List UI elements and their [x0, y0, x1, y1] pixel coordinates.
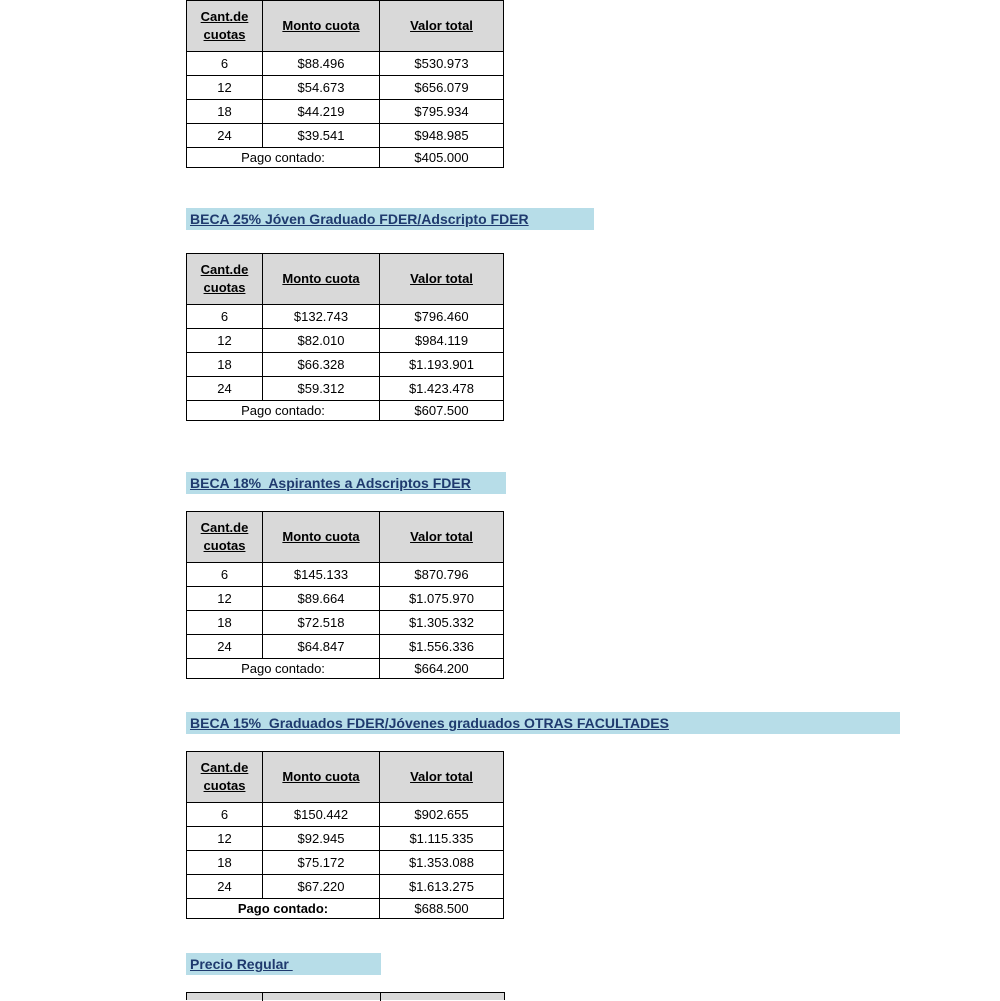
header-monto-cuota: Monto cuota	[263, 1, 380, 52]
table-row: 12 $82.010 $984.119	[187, 329, 504, 353]
header-valor-total: Valor total	[380, 752, 504, 803]
table-row: 24 $59.312 $1.423.478	[187, 377, 504, 401]
section-title-precio-regular: Precio Regular	[186, 953, 381, 975]
table-row: 12 $54.673 $656.079	[187, 76, 504, 100]
pago-contado-row	[187, 148, 504, 168]
pago-contado-row	[187, 401, 504, 421]
table-row: 18 $75.172 $1.353.088	[187, 851, 504, 875]
table-row: 24 $64.847 $1.556.336	[187, 635, 504, 659]
price-table-1	[186, 0, 504, 168]
table-row: 18 $72.518 $1.305.332	[187, 611, 504, 635]
pago-contado-label: Pago contado:	[187, 148, 380, 168]
pago-contado-row	[187, 899, 504, 919]
pago-contado-label: Pago contado:	[187, 659, 380, 679]
section-title-beca-25: BECA 25% Jóven Graduado FDER/Adscripto FDER	[186, 208, 594, 230]
table-header-row	[187, 752, 504, 803]
pago-contado-value: $664.200	[380, 659, 504, 679]
pago-contado-value: $405.000	[380, 148, 504, 168]
section-title-beca-15: BECA 15% Graduados FDER/Jóvenes graduados OTRAS FACULTADES	[186, 712, 900, 734]
table-row: 18 $44.219 $795.934	[187, 100, 504, 124]
table-row: 24 $39.541 $948.985	[187, 124, 504, 148]
header-monto-cuota: Monto cuota	[263, 512, 380, 563]
pago-contado-row	[187, 659, 504, 679]
price-table-4	[186, 751, 504, 919]
precio-regular-table-top	[186, 992, 505, 1000]
header-monto-cuota: Monto cuota	[263, 752, 380, 803]
table-row: 18 $66.328 $1.193.901	[187, 353, 504, 377]
header-monto-cuota: Monto cuota	[263, 254, 380, 305]
header-cant-cuotas: Cant.de cuotas	[187, 1, 263, 52]
header-valor-total: Valor total	[380, 1, 504, 52]
table-header-row	[187, 254, 504, 305]
pago-contado-label: Pago contado:	[187, 401, 380, 421]
header-valor-total: Valor total	[380, 512, 504, 563]
section-title-beca-18: BECA 18% Aspirantes a Adscriptos FDER	[186, 472, 506, 494]
header-valor-total: Valor total	[380, 254, 504, 305]
header-cant-cuotas: Cant.de cuotas	[187, 752, 263, 803]
table-row: 6 $145.133 $870.796	[187, 563, 504, 587]
price-table-2	[186, 253, 504, 421]
table-row: 24 $67.220 $1.613.275	[187, 875, 504, 899]
table-header-row	[187, 512, 504, 563]
header-cant-cuotas: Cant.de cuotas	[187, 254, 263, 305]
table-row: 6 $88.496 $530.973	[187, 52, 504, 76]
header-cant-cuotas: Cant.de cuotas	[187, 512, 263, 563]
price-table-3	[186, 511, 504, 679]
table-row: 6 $132.743 $796.460	[187, 305, 504, 329]
table-row: 12 $92.945 $1.115.335	[187, 827, 504, 851]
table-header-row	[187, 1, 504, 52]
pago-contado-value: $688.500	[380, 899, 504, 919]
pago-contado-label: Pago contado:	[187, 899, 380, 919]
pago-contado-value: $607.500	[380, 401, 504, 421]
table-row: 12 $89.664 $1.075.970	[187, 587, 504, 611]
table-row: 6 $150.442 $902.655	[187, 803, 504, 827]
